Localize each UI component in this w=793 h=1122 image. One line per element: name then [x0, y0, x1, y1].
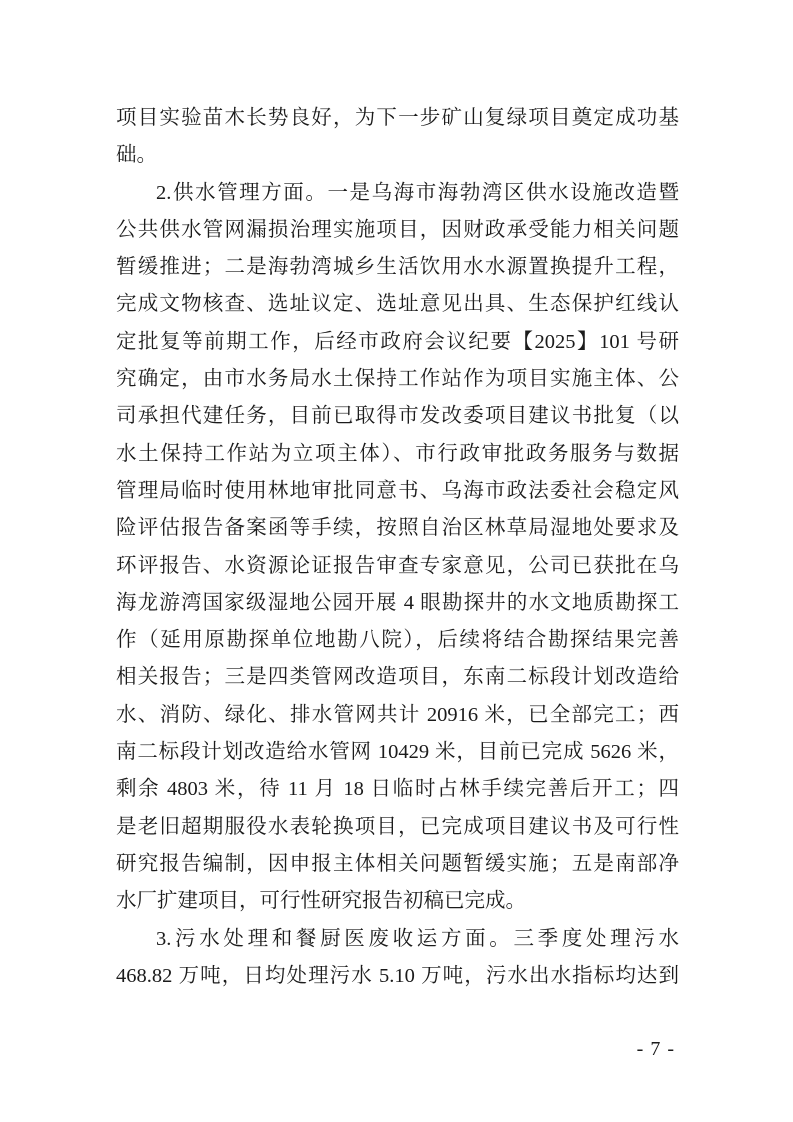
text-line: 环评报告、水资源论证报告审查专家意见，公司已获批在乌: [116, 554, 679, 577]
text-line: 公共供水管网漏损治理实施项目，因财政承受能力相关问题: [116, 218, 679, 241]
text-line: 定批复等前期工作，后经市政府会议纪要【2025】101 号研: [116, 330, 679, 353]
page-number: - 7 -: [636, 1038, 675, 1060]
text-line: 是老旧超期服役水表轮换项目，已完成项目建议书及可行性: [116, 815, 679, 838]
text-line: 完成文物核查、选址议定、选址意见出具、生态保护红线认: [116, 293, 679, 316]
document-body: [116, 100, 679, 995]
text-line: 管理局临时使用林地审批同意书、乌海市政法委社会稳定风: [116, 479, 679, 502]
text-line: 司承担代建任务，目前已取得市发改委项目建议书批复（以: [116, 405, 679, 428]
text-line: 暂缓推进；二是海勃湾城乡生活饮用水水源置换提升工程，: [116, 256, 679, 279]
text-line: 水、消防、绿化、排水管网共计 20916 米，已全部完工；西: [116, 703, 679, 726]
text-line: 水厂扩建项目，可行性研究报告初稿已完成。: [116, 890, 526, 913]
text-line: 海龙游湾国家级湿地公园开展 4 眼勘探井的水文地质勘探工: [116, 591, 679, 614]
text-line: 468.82 万吨，日均处理污水 5.10 万吨，污水出水指标均达到: [116, 964, 679, 987]
text-line: 相关报告；三是四类管网改造项目，东南二标段计划改造给: [116, 666, 679, 689]
text-line: 研究报告编制，因申报主体相关问题暂缓实施；五是南部净: [116, 852, 679, 875]
text-line: 水土保持工作站为立项主体）、市行政审批政务服务与数据: [116, 442, 679, 465]
text-line: 南二标段计划改造给水管网 10429 米，目前已完成 5626 米，: [116, 741, 679, 764]
text-line: 3.污水处理和餐厨医废收运方面。三季度处理污水: [156, 927, 679, 950]
text-line: 础。: [116, 144, 157, 167]
text-line: 险评估报告备案函等手续，按照自治区林草局湿地处要求及: [116, 517, 679, 540]
text-line: 究确定，由市水务局水土保持工作站作为项目实施主体、公: [116, 368, 679, 391]
text-line: 剩余 4803 米，待 11 月 18 日临时占林手续完善后开工；四: [116, 778, 679, 801]
text-line: 2.供水管理方面。一是乌海市海勃湾区供水设施改造暨: [156, 181, 679, 204]
text-line: 项目实验苗木长势良好，为下一步矿山复绿项目奠定成功基: [116, 107, 679, 129]
text-line: 作（延用原勘探单位地勘八院），后续将结合勘探结果完善: [116, 629, 679, 652]
